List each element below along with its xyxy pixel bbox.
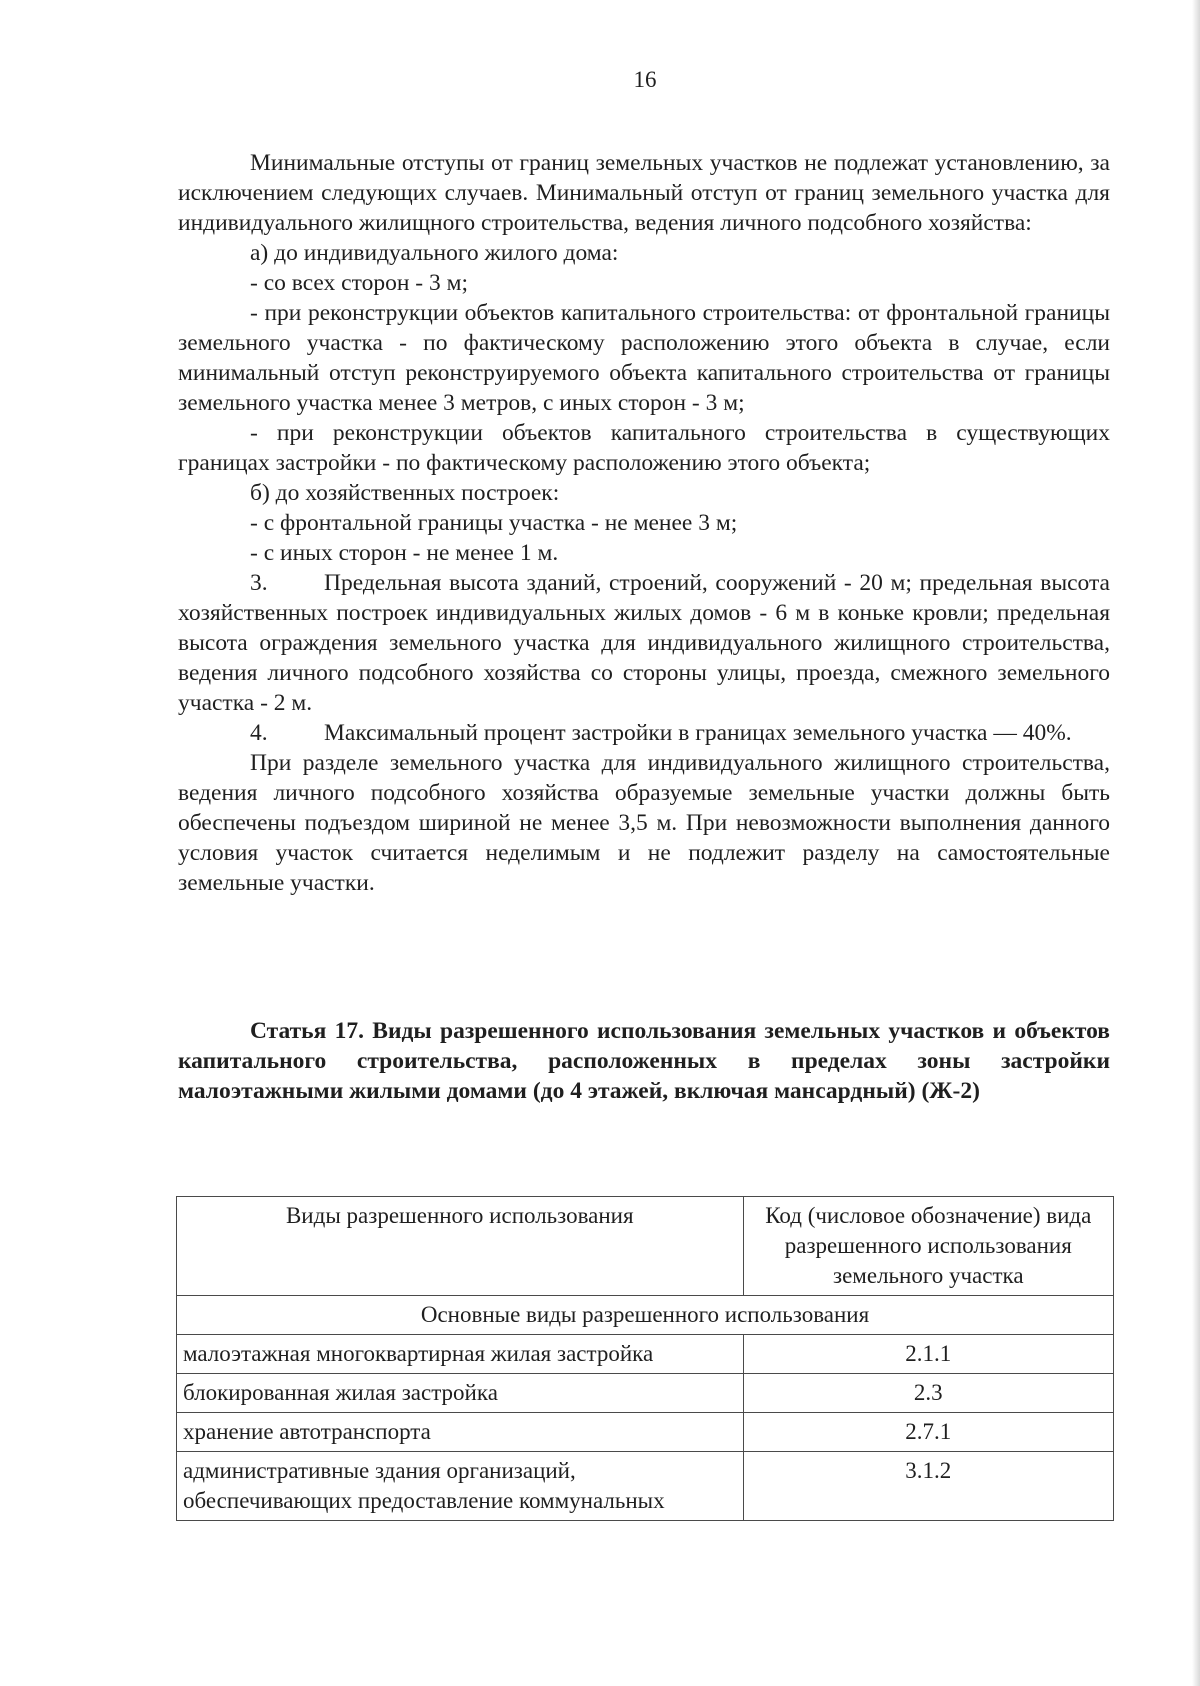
item-text: Максимальный процент застройки в границах земельного участка — 40%. [324, 720, 1072, 746]
paragraph-other-sides: - с иных сторон - не менее 1 м. [250, 540, 559, 566]
paragraph-outbuildings-header: б) до хозяйственных построек: [250, 480, 560, 506]
item-text: Предельная высота зданий, строений, сооружений - 20 м; предельная высота хозяйственных построек индивидуальных жилых домов - 6 м в коньке кровли; предельная высота ограждения земельного участка для индивидуального жилищного строительства, ведения личного подсобного хозяйства со стороны улицы, проезда, смежного земельного участка - 2 м. [178, 570, 1110, 716]
use-code-cell: 2.7.1 [743, 1413, 1113, 1452]
table-row [177, 1452, 1114, 1521]
header-use-code: Код (числовое обозначение) вида разрешенного использования земельного участка [743, 1197, 1113, 1296]
table-header-row [177, 1197, 1114, 1296]
use-name-cell: малоэтажная многоквартирная жилая застройка [177, 1335, 744, 1374]
page-number: 16 [633, 67, 657, 92]
table-row [177, 1335, 1114, 1374]
paragraph-reconstruction-existing: - при реконструкции объектов капитального строительства в существующих границах застройки - по фактическому расположению этого объекта; [178, 420, 1110, 476]
use-code-cell: 2.3 [743, 1374, 1113, 1413]
table-row [177, 1374, 1114, 1413]
item-max-coverage [178, 718, 1110, 748]
item-number: 4. [250, 720, 268, 746]
paragraph-frontal-boundary: - с фронтальной границы участка - не менее 3 м; [250, 510, 738, 536]
use-code-cell: 2.1.1 [743, 1335, 1113, 1374]
header-use-types: Виды разрешенного использования [177, 1197, 744, 1296]
use-name-cell: блокированная жилая застройка [177, 1374, 744, 1413]
page-edge-shadow [1192, 0, 1200, 1686]
item-max-height [178, 568, 1110, 718]
item-number: 3. [250, 570, 268, 596]
section-main-uses: Основные виды разрешенного использования [177, 1296, 1114, 1335]
paragraph-house-header: а) до индивидуального жилого дома: [250, 240, 619, 266]
paragraph-all-sides: - со всех сторон - 3 м; [250, 270, 468, 296]
paragraph-min-setbacks: Минимальные отступы от границ земельных участков не подлежат установлению, за исключением следующих случаев. Минимальный отступ от границ земельного участка для индивидуального жилищного строительства, ведения личного подсобного хозяйства: [178, 150, 1110, 236]
table-section-row [177, 1296, 1114, 1335]
table-row [177, 1413, 1114, 1452]
paragraph-reconstruction-frontal: - при реконструкции объектов капитального строительства: от фронтальной границы земельного участка - по фактическому расположению этого объекта в случае, если минимальный отступ реконструируемого объекта капитального строительства от границы земельного участка менее 3 метров, с иных сторон - 3 м; [178, 300, 1110, 416]
use-code-cell: 3.1.2 [743, 1452, 1113, 1521]
permitted-use-table [176, 1196, 1114, 1521]
paragraph-land-division: При разделе земельного участка для индивидуального жилищного строительства, ведения личного подсобного хозяйства образуемые земельные участки должны быть обеспечены подъездом шириной не менее 3,5 м. При невозможности выполнения данного условия участок считается неделимым и не подлежит разделу на самостоятельные земельные участки. [178, 750, 1110, 896]
article-heading: Статья 17. Виды разрешенного использования земельных участков и объектов капитального строительства, расположенных в пределах зоны застройки малоэтажными жилыми домами (до 4 этажей, включая мансардный) (Ж-2) [178, 1018, 1110, 1104]
document-body [178, 148, 1110, 898]
use-name-cell: административные здания организаций, обеспечивающих предоставление коммунальных [177, 1452, 744, 1521]
use-name-cell: хранение автотранспорта [177, 1413, 744, 1452]
